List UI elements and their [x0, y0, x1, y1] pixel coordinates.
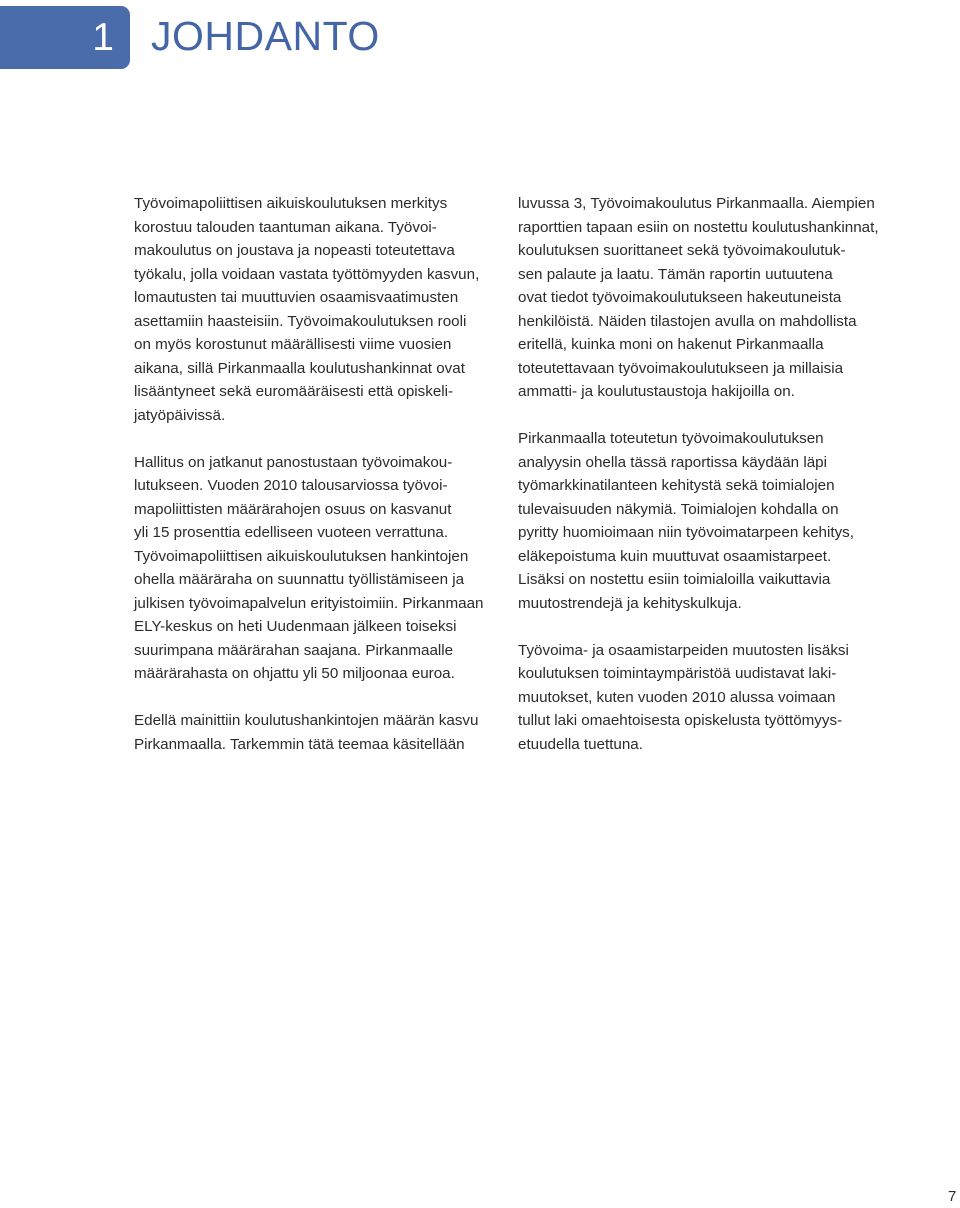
- body-paragraph: luvussa 3, Työvoimakoulutus Pirkanmaalla. Aiempien raporttien tapaan esiin on nostettu koulutushankinnat, koulutuksen suorittaneet sekä työvoimakoulutuk- sen palaute ja laatu. Tämän raportin uutuutena ovat tiedot työvoimakoulutukseen hakeutuneista henkilöistä. Näiden tilastojen avulla on mahdollista eritellä, kuinka moni on hakenut Pirkanmaalla toteutettavaan työvoimakoulutukseen ja millaisia ammatti- ja koulutustaustoja hakijoilla on.: [518, 195, 879, 400]
- page-number: 7: [948, 1188, 957, 1205]
- body-paragraph: Työvoimapoliittisen aikuiskoulutuksen merkitys korostuu talouden taantuman aikana. Työvoi- makoulutus on joustava ja nopeasti toteutettava työkalu, jolla voidaan vastata työttömyyden kasvun, lomautusten tai muuttuvien osaamisvaatimusten asettamiin haasteisiin. Työvoimakoulutuksen rooli on myös korostunut määrällisesti viime vuosien aikana, sillä Pirkanmaalla koulutushankinnat ovat lisääntyneet sekä euromääräisesti että opiskeli- jatyöpäivissä.: [134, 195, 480, 424]
- chapter-title: JOHDANTO: [151, 13, 380, 59]
- chapter-number-badge: [0, 6, 130, 69]
- right-text-column: [518, 192, 879, 780]
- body-paragraph: Työvoima- ja osaamistarpeiden muutosten lisäksi koulutuksen toimintaympäristöä uudistavat laki- muutokset, kuten vuoden 2010 alussa voimaan tullut laki omaehtoisesta opiskelusta työttömyys- etuudella tuettuna.: [518, 641, 849, 753]
- body-paragraph: Edellä mainittiin koulutushankintojen määrän kasvu Pirkanmaalla. Tarkemmin tätä teemaa käsitellään: [134, 712, 479, 753]
- body-paragraph: Pirkanmaalla toteutetun työvoimakoulutuksen analyysin ohella tässä raportissa käydään läpi työmarkkinatilanteen kehitystä sekä toimialojen tulevaisuuden näkymiä. Toimialojen kohdalla on pyritty huomioimaan niin työvoimatarpeen kehitys, eläkepoistuma kuin muuttuvat osaamistarpeet. Lisäksi on nostettu esiin toimialoilla vaikuttavia muutostrendejä ja kehityskulkuja.: [518, 430, 854, 612]
- left-text-column: [134, 192, 495, 780]
- chapter-number: 1: [92, 16, 114, 59]
- body-paragraph: Hallitus on jatkanut panostustaan työvoimakou- lutukseen. Vuoden 2010 talousarviossa työvoi- mapoliittisten määrärahojen osuus on kasvanut yli 15 prosenttia edelliseen vuoteen verrattuna. Työvoimapoliittisen aikuiskoulutuksen hankintojen ohella määräraha on suunnattu työllistämiseen ja julkisen työvoimapalvelun erityistoimiin. Pirkanmaan ELY-keskus on heti Uudenmaan jälkeen toiseksi suurimpana määrärahan saajana. Pirkanmaalle määrärahasta on ohjattu yli 50 miljoonaa euroa.: [134, 453, 484, 682]
